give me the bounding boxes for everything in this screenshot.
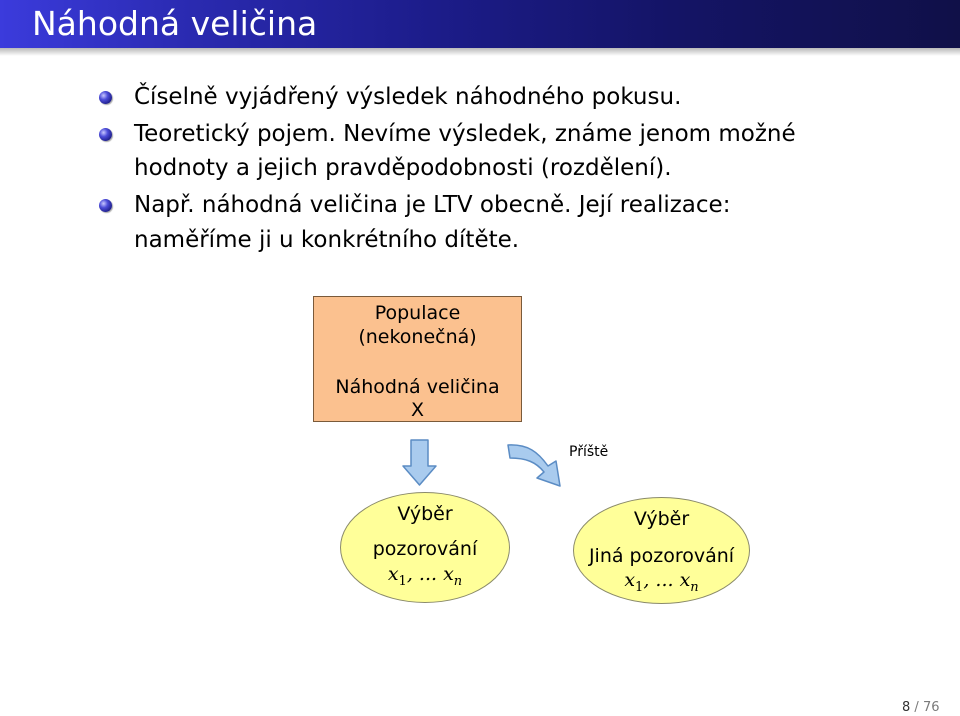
bullet-text: hodnoty a jejich pravděpodobnosti (rozdělení). <box>134 155 672 181</box>
sample-title: Výběr <box>397 503 453 525</box>
observations-label: pozorování <box>372 538 478 560</box>
slide-title: Náhodná veličina <box>32 4 318 43</box>
sample-ellipse-left <box>340 492 510 603</box>
bullet-text: Teoretický pojem. Nevíme výsledek, známe jenom možné <box>134 121 796 147</box>
curved-arrow-icon <box>508 445 560 486</box>
other-observations-label: Jiná pozorování <box>588 545 735 567</box>
sample-title: Výběr <box>633 508 690 530</box>
observations-formula: $x_1$, ... $x_n$ <box>387 563 463 589</box>
population-label: Populace <box>374 302 461 324</box>
next-time-label: Příště <box>569 444 609 460</box>
page-current: 8 <box>902 700 911 715</box>
population-infinite-label: (nekonečná) <box>358 326 477 348</box>
bullet-text: naměříme ji u konkrétního dítěte. <box>134 227 520 253</box>
observations-formula: $x_1$, ... $x_n$ <box>624 569 699 595</box>
random-variable-label: Náhodná veličina <box>335 376 500 398</box>
page-number <box>902 700 939 716</box>
page-separator: / <box>910 700 923 715</box>
bullet-text: Např. náhodná veličina je LTV obecně. Její realizace: <box>134 192 731 218</box>
sample-ellipse-right <box>573 497 750 604</box>
down-arrow-icon <box>403 440 436 485</box>
page-total: 76 <box>922 700 940 715</box>
bullet-text: Číselně vyjádřený výsledek náhodného pokusu. <box>134 84 682 110</box>
random-variable-symbol: X <box>410 399 425 421</box>
